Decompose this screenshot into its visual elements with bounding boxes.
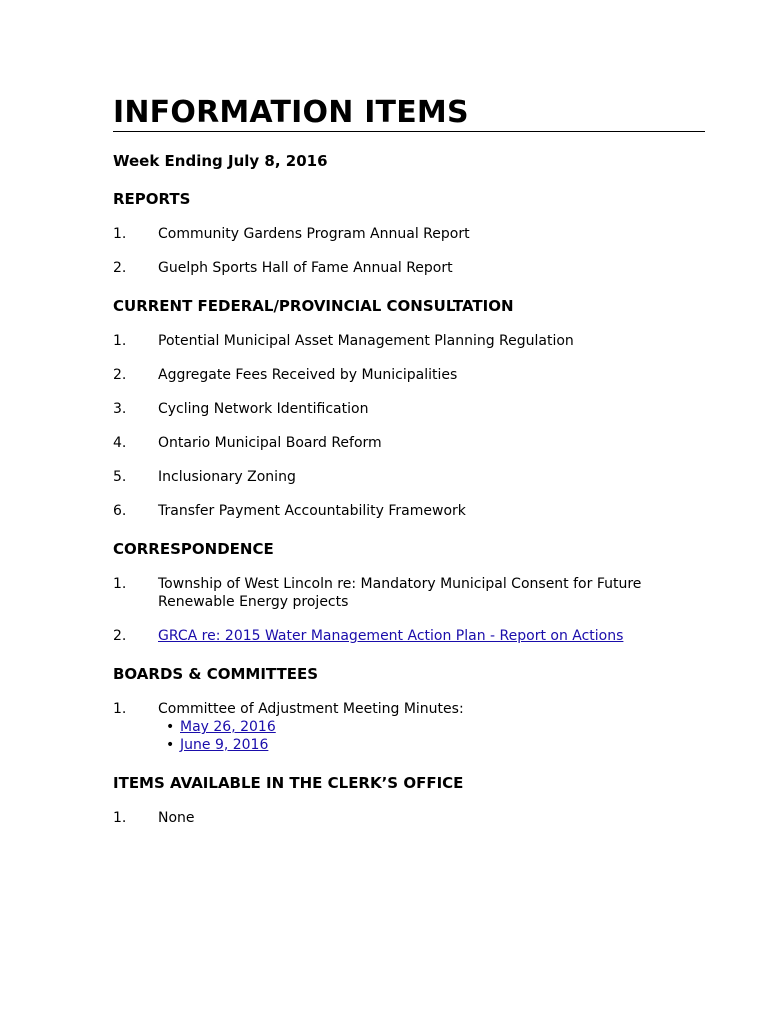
list-item (113, 332, 705, 350)
minutes-link-june-9[interactable]: June 9, 2016 (180, 737, 269, 753)
item-text: Guelph Sports Hall of Fame Annual Report (158, 260, 453, 276)
list-item (113, 259, 705, 277)
item-text: Ontario Municipal Board Reform (158, 435, 382, 451)
item-number: 4. (113, 435, 127, 451)
list-item (113, 366, 705, 384)
list-item (166, 736, 705, 754)
item-text: Cycling Network Identification (158, 401, 369, 417)
minutes-link-list (158, 718, 705, 754)
item-number: 5. (113, 469, 127, 485)
item-number: 1. (113, 576, 127, 592)
list-item (166, 718, 705, 736)
item-number: 1. (113, 333, 127, 349)
item-text: None (158, 810, 195, 826)
item-number: 1. (113, 810, 127, 826)
section-heading-reports: REPORTS (113, 190, 191, 208)
item-text: Transfer Payment Accountability Framework (158, 503, 466, 519)
list-item (113, 468, 705, 486)
item-number: 6. (113, 503, 127, 519)
list-item (113, 809, 705, 827)
section-heading-clerks-office: ITEMS AVAILABLE IN THE CLERK’S OFFICE (113, 774, 464, 792)
item-text: Aggregate Fees Received by Municipalities (158, 367, 458, 383)
list-item (113, 502, 705, 520)
list-item (113, 400, 705, 418)
item-number: 2. (113, 367, 127, 383)
list-item (113, 434, 705, 452)
item-text: Inclusionary Zoning (158, 469, 296, 485)
document-page (113, 95, 705, 827)
list-item (113, 575, 705, 611)
section-heading-correspondence: CORRESPONDENCE (113, 540, 274, 558)
list-item (113, 700, 705, 754)
page-title: INFORMATION ITEMS (113, 95, 705, 132)
item-number: 2. (113, 260, 127, 276)
bullet-icon: • (166, 737, 175, 753)
list-item (113, 627, 705, 645)
item-number: 2. (113, 628, 127, 644)
item-number: 1. (113, 701, 127, 717)
item-text: Committee of Adjustment Meeting Minutes: (158, 701, 464, 717)
item-number: 1. (113, 226, 127, 242)
minutes-link-may-26[interactable]: May 26, 2016 (180, 719, 276, 735)
item-number: 3. (113, 401, 127, 417)
item-text-container (158, 627, 705, 645)
section-heading-boards-committees: BOARDS & COMMITTEES (113, 665, 319, 683)
week-ending-subtitle: Week Ending July 8, 2016 (113, 152, 328, 170)
list-item (113, 225, 705, 243)
bullet-icon: • (166, 719, 175, 735)
grca-report-link[interactable]: GRCA re: 2015 Water Management Action Plan - Report on Actions (158, 628, 624, 644)
item-text: Township of West Lincoln re: Mandatory Municipal Consent for Future Renewable Energy projects (158, 576, 642, 610)
section-heading-consultation: CURRENT FEDERAL/PROVINCIAL CONSULTATION (113, 297, 514, 315)
item-text-container (158, 700, 705, 754)
item-text: Community Gardens Program Annual Report (158, 226, 470, 242)
item-text: Potential Municipal Asset Management Planning Regulation (158, 333, 574, 349)
